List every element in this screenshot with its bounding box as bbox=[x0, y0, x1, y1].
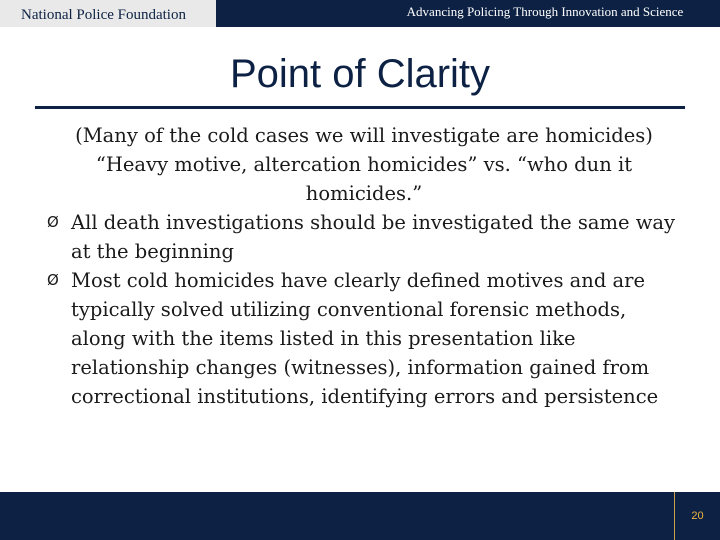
bullet-text: All death investigations should be investigated the same way at the beginning bbox=[71, 211, 676, 263]
header-bar bbox=[0, 0, 720, 27]
organization-name: National Police Foundation bbox=[0, 0, 216, 27]
page-number: 20 bbox=[691, 510, 704, 522]
intro-line: “Heavy motive, altercation homicides” vs. “who dun it homicides.” bbox=[95, 153, 633, 205]
footer-bar bbox=[0, 492, 720, 540]
bullet-item bbox=[44, 208, 684, 266]
intro-line: (Many of the cold cases we will investigate are homicides) bbox=[75, 124, 653, 147]
slide-body bbox=[44, 121, 684, 411]
title-underline bbox=[35, 106, 685, 109]
bullet-text: Most cold homicides have clearly defined motives and are typically solved utilizing conventional forensic methods, along with the items listed in this presentation like relationship changes (witnesses), information gained from correctional institutions, identifying errors and persistence bbox=[71, 269, 659, 408]
arrow-bullet-icon: Ø bbox=[47, 271, 59, 289]
slide-title: Point of Clarity bbox=[229, 52, 491, 96]
page-number-box bbox=[674, 492, 720, 540]
header-tagline: Advancing Policing Through Innovation and Science bbox=[406, 4, 684, 19]
arrow-bullet-icon: Ø bbox=[47, 213, 59, 231]
bullet-list bbox=[44, 208, 684, 411]
bullet-item bbox=[44, 266, 684, 411]
